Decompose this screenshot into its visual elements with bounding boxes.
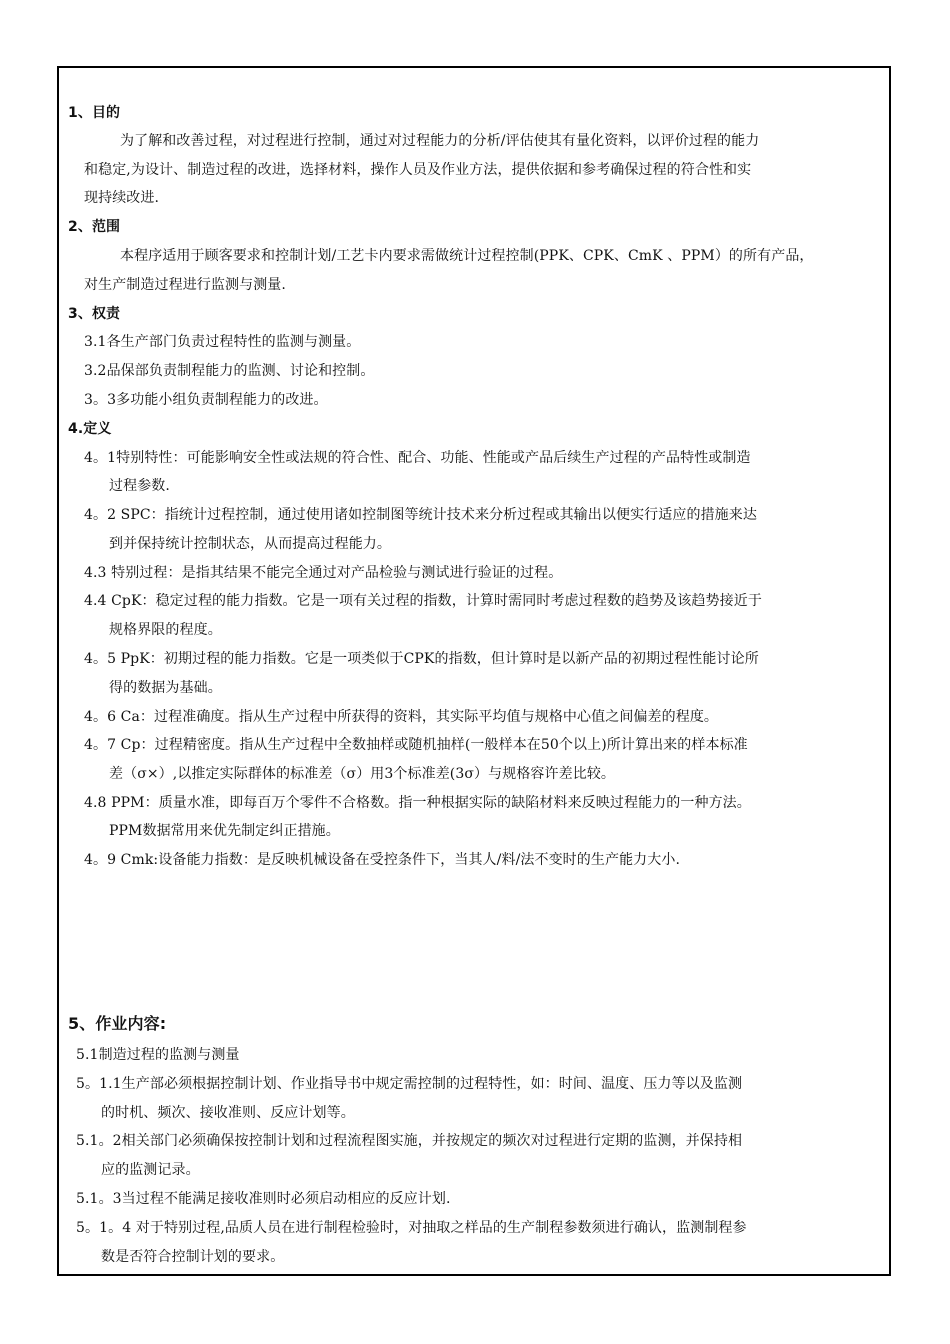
section-4-line-1: 4。1特别特性：可能影响安全性或法规的符合性、配合、功能、性能或产品后续生产过程的产品特性或制造 [84, 450, 751, 466]
section-5-line-8: 数是否符合控制计划的要求。 [101, 1249, 285, 1265]
section-4-line-3: 4。2 SPC：指统计过程控制，通过使用诸如控制图等统计技术来分析过程或其输出以便实行适应的措施来达 [84, 507, 757, 523]
section-4-heading: 4.定义 [68, 421, 112, 437]
section-4-line-11: 4。7 Cp：过程精密度。指从生产过程中全数抽样或随机抽样(一般样本在50个以上)所计算出来的样本标准 [84, 737, 748, 753]
section-3-line-3: 3。3多功能小组负责制程能力的改进。 [84, 392, 328, 408]
section-2-line-2: 对生产制造过程进行监测与测量. [84, 277, 286, 293]
section-4-line-14: PPM数据常用来优先制定纠正措施。 [109, 823, 340, 839]
section-3-heading: 3、权责 [68, 306, 121, 322]
section-1-heading: 1、目的 [68, 105, 121, 121]
section-4-line-15: 4。9 Cmk:设备能力指数：是反映机械设备在受控条件下，当其人/料/法不变时的生产能力大小. [84, 852, 681, 868]
section-4-line-6: 4.4 CpK：稳定过程的能力指数。它是一项有关过程的指数，计算时需同时考虑过程数的趋势及该趋势接近于 [84, 593, 762, 609]
section-5-line-3: 的时机、频次、接收准则、反应计划等。 [101, 1105, 355, 1121]
section-4-line-12: 差（σ×）,以推定实际群体的标准差（σ）用3个标准差(3σ）与规格容许差比较。 [109, 766, 616, 782]
section-1-line-1: 为了解和改善过程，对过程进行控制，通过对过程能力的分析/评估使其有量化资料，以评价过程的能力 [120, 133, 760, 149]
section-5-line-2: 5。1.1生产部必须根据控制计划、作业指导书中规定需控制的过程特性，如：时间、温度、压力等以及监测 [76, 1076, 743, 1092]
section-5-line-1: 5.1制造过程的监测与测量 [76, 1047, 240, 1063]
section-4-line-5: 4.3 特别过程：是指其结果不能完全通过对产品检验与测试进行验证的过程。 [84, 565, 563, 581]
section-5-line-5: 应的监测记录。 [101, 1162, 200, 1178]
section-3-line-1: 3.1各生产部门负责过程特性的监测与测量。 [84, 334, 361, 350]
section-5-line-7: 5。1。4 对于特别过程,品质人员在进行制程检验时，对抽取之样品的生产制程参数须进行确认，监测制程参 [76, 1220, 747, 1236]
section-4-line-8: 4。5 PpK：初期过程的能力指数。它是一项类似于CPK的指数，但计算时是以新产品的初期过程性能讨论所 [84, 651, 759, 667]
section-5-line-6: 5.1。3当过程不能满足接收准则时必须启动相应的反应计划. [76, 1191, 451, 1207]
section-1-line-3: 现持续改进. [84, 190, 160, 206]
section-4-line-10: 4。6 Ca：过程准确度。指从生产过程中所获得的资料，其实际平均值与规格中心值之间偏差的程度。 [84, 709, 719, 725]
section-2-line-1: 本程序适用于顾客要求和控制计划/工艺卡内要求需做统计过程控制(PPK、CPK、CmK 、PPM）的所有产品， [120, 248, 814, 264]
section-5-line-4: 5.1。2相关部门必须确保按控制计划和过程流程图实施，并按规定的频次对过程进行定期的监测，并保持相 [76, 1133, 743, 1149]
section-1-line-2: 和稳定,为设计、制造过程的改进，选择材料，操作人员及作业方法，提供依据和参考确保过程的符合性和实 [84, 162, 752, 178]
section-4-line-13: 4.8 PPM：质量水准，即每百万个零件不合格数。指一种根据实际的缺陷材料来反映过程能力的一种方法。 [84, 795, 751, 811]
section-4-line-4: 到并保持统计控制状态，从而提高过程能力。 [109, 536, 391, 552]
section-3-line-2: 3.2品保部负责制程能力的监测、讨论和控制。 [84, 363, 375, 379]
section-5-heading: 5、作业内容: [68, 1014, 167, 1033]
section-2-heading: 2、范围 [68, 219, 121, 235]
section-4-line-7: 规格界限的程度。 [109, 622, 222, 638]
document-frame [57, 66, 891, 1276]
section-4-line-9: 得的数据为基础。 [109, 680, 222, 696]
section-4-line-2: 过程参数. [109, 478, 170, 494]
